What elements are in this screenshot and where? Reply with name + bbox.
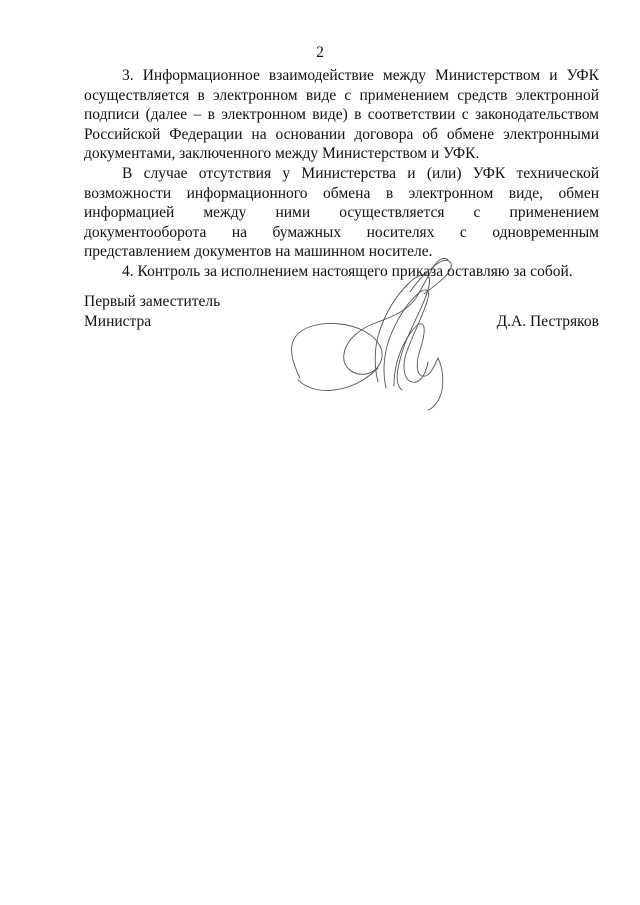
signer-position-line2: Министра: [84, 312, 152, 330]
signature-stroke: [394, 324, 443, 410]
paragraph-item-3: 3. Информационное взаимодействие между Министерством и УФК осуществляется в электронном виде с применением средств электронной подписи (далее – в электронном виде) в соответствии с законодательством Российской Федерации на основании договора об обмене электронными документами, заключенного между Министерством и УФК.: [84, 67, 599, 163]
signer-name: Д.А. Пестряков: [496, 312, 599, 330]
handwritten-signature: [282, 250, 467, 415]
paragraph-item-4: 4. Контроль за исполнением настоящего приказа оставляю за собой.: [122, 262, 573, 280]
signature-stroke: [375, 274, 429, 390]
signer-position-line1: Первый заместитель: [84, 293, 221, 310]
signature-stroke: [298, 368, 378, 391]
signature-stroke: [292, 258, 448, 378]
signer-position: [84, 292, 220, 331]
paragraph-no-technical-possibility: В случае отсутствия у Министерства и (или) УФК технической возможности информационного обмена в электронном виде, обмен информацией между ними осуществляется с применением документооборота на бумажных носителях с одновременным представлением документов на машинном носителе.: [84, 164, 599, 261]
page-number: 2: [316, 44, 324, 61]
